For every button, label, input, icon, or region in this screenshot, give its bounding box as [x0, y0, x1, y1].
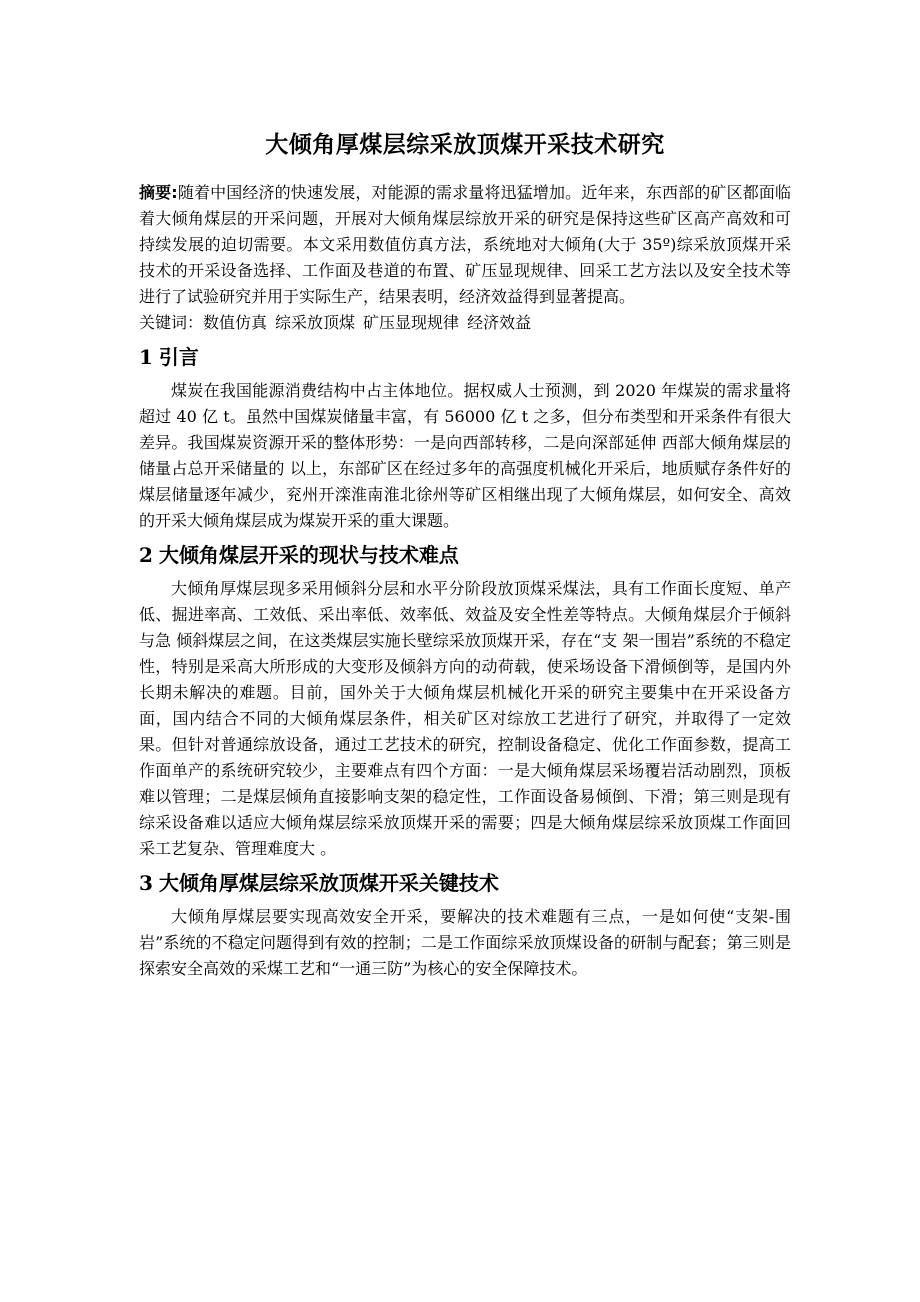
section-title: 大倾角煤层开采的现状与技术难点 — [158, 543, 459, 567]
keyword: 综采放顶煤 — [275, 313, 356, 332]
section-heading-2 — [139, 540, 791, 570]
keyword: 经济效益 — [467, 313, 532, 332]
section-paragraph: 大倾角厚煤层现多采用倾斜分层和水平分阶段放顶煤采煤法，具有工作面长度短、单产低、掘进率高、工效低、采出率低、效率低、效益及安全性差等特点。大倾角煤层介于倾斜与急 倾斜煤层之间，在这类煤层实施长壁综采放顶煤开采，存在“支 架一围岩”系统的不稳定性，特别是采高大所形成的大变形及倾斜方向的动荷载，使采场设备下滑倾倒等，是国内外长期未解决的难题。目前，国外关于大倾角煤层机械化开采的研究主要集中在开采设备方面，国内结合不同的大倾角煤层条件，相关矿区对综放工艺进行了研究，并取得了一定效果。但针对普通综放设备，通过工艺技术的研究，控制设备稳定、优化工作面参数，提高工作面单产的系统研究较少，主要难点有四个方面：一是大倾角煤层采场覆岩活动剧烈，顶板难以管理；二是煤层倾角直接影响支架的稳定性，工作面设备易倾倒、下滑；第三则是现有综采设备难以适应大倾角煤层综采放顶煤开采的需要；四是大倾角煤层综采放顶煤工作面回采工艺复杂、管理难度大 。 — [139, 579, 791, 858]
keyword: 数值仿真 — [203, 313, 268, 332]
keywords — [139, 310, 791, 336]
section-heading-1 — [139, 342, 791, 372]
section-number: 2 — [139, 543, 153, 567]
keywords-label: 关键词： — [139, 313, 204, 332]
abstract-text: 随着中国经济的快速发展，对能源的需求量将迅猛增加。近年来，东西部的矿区都面临着大倾角煤层的开采问题，开展对大倾角煤层综放开采的研究是保持这些矿区高产高效和可持续发展的迫切需要。本文采用数值仿真方法，系统地对大倾角(大于 35º)综采放顶煤开采技术的开采设备选择、工作面及巷道的布置、矿压显现规律、回采工艺方法以及安全技术等进行了试验研究并用于实际生产，结果表明，经济效益得到显著提高。 — [139, 183, 791, 306]
section-title: 大倾角厚煤层综采放顶煤开采关键技术 — [158, 871, 499, 895]
section-paragraph: 大倾角厚煤层要实现高效安全开采，要解决的技术难题有三点，一是如何使“支架-围岩”系统的不稳定问题得到有效的控制；二是工作面综采放顶煤设备的研制与配套；第三则是探索安全高效的采煤工艺和“一通三防”为核心的安全保障技术。 — [139, 907, 791, 978]
abstract-label: 摘要: — [139, 183, 178, 202]
section-number: 1 — [139, 345, 153, 369]
abstract — [139, 180, 791, 310]
section-paragraph: 煤炭在我国能源消费结构中占主体地位。据权威人士预测，到 2020 年煤炭的需求量将超过 40 亿 t。虽然中国煤炭储量丰富，有 56000 亿 t 之多，但分布类型和开采条件有很大差异。我国煤炭资源开采的整体形势：一是向西部转移，二是向深部延伸 西部大倾角煤层的储量占总开采储量的 以上，东部矿区在经过多年的高强度机械化开采后，地质赋存条件好的煤层储量逐年减少，兖州开滦淮南淮北徐州等矿区相继出现了大倾角煤层，如何安全、高效的开采大倾角煤层成为煤炭开采的重大课题。 — [139, 381, 791, 530]
paper-title: 大倾角厚煤层综采放顶煤开采技术研究 — [265, 132, 665, 158]
section-number: 3 — [139, 871, 153, 895]
keyword: 矿压显现规律 — [363, 313, 460, 332]
section-heading-3 — [139, 868, 791, 898]
section-title: 引言 — [158, 345, 199, 369]
document-page — [139, 130, 791, 982]
